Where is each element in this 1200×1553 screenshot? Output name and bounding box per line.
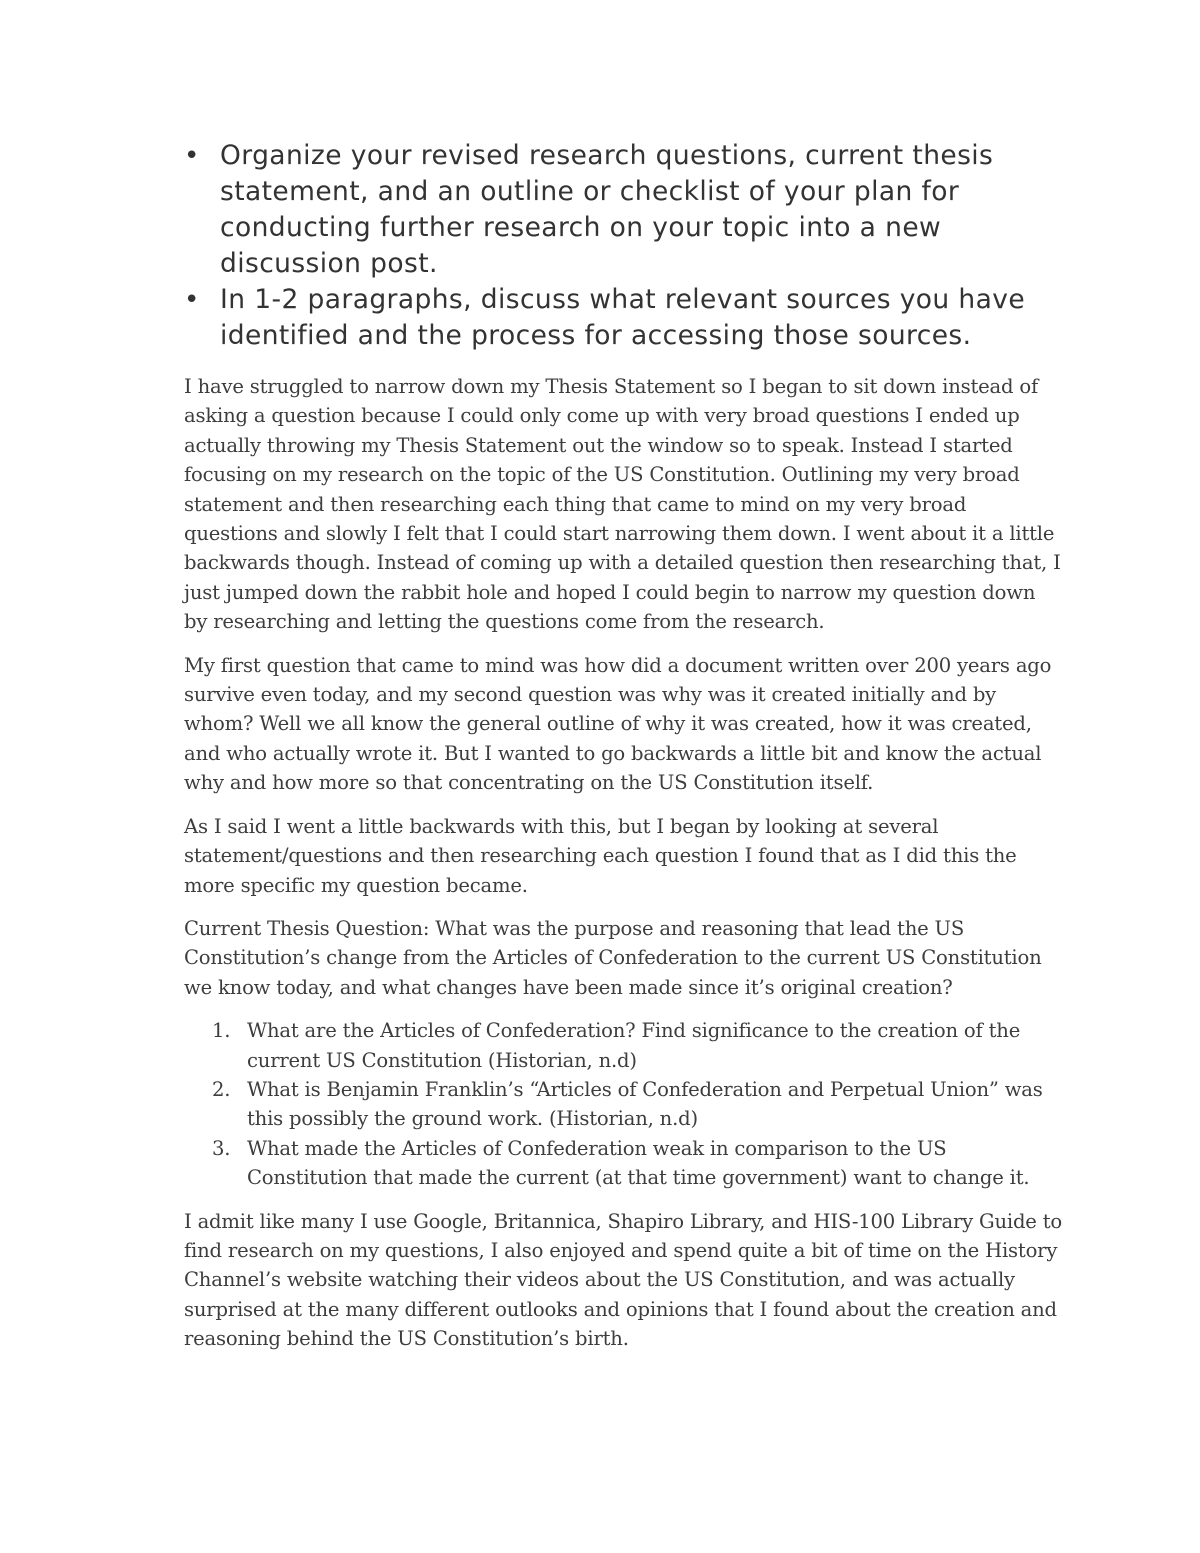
bullet-item: [184, 138, 1064, 282]
research-question-list: [184, 1016, 1064, 1192]
numbered-list-item: [184, 1134, 1064, 1193]
body-paragraph: As I said I went a little backwards with this, but I began by looking at several statement/questions and then researching each question I found that as I did this the more specific my question became.: [184, 814, 1017, 897]
list-item-text: What are the Articles of Confederation? Find significance to the creation of the current US Constitution (Historian, n.d): [247, 1019, 1021, 1072]
bullet-icon: •: [184, 141, 200, 171]
sources-paragraph: I admit like many I use Google, Britannica, Shapiro Library, and HIS-100 Library Guide to find research on my questions, I also enjoyed and spend quite a bit of time on the History Channel’s website watching their videos about the US Constitution, and was actually surprised at the many different outlooks and opinions that I found about the creation and reasoning behind the US Constitution’s birth.: [184, 1209, 1063, 1351]
bullet-item: [184, 282, 1064, 354]
assignment-bullet-list: [184, 138, 1064, 354]
list-item-text: What is Benjamin Franklin’s “Articles of Confederation and Perpetual Union” was this possibly the ground work. (Historian, n.d): [247, 1077, 1043, 1131]
numbered-list-item: [184, 1016, 1064, 1075]
body-paragraph: I have struggled to narrow down my Thesis Statement so I began to sit down instead of asking a question because I could only come up with very broad questions I ended up actually throwing my Thesis Statement out the window so to speak. Instead I started focusing on my research on the topic of the US Constitution. Outlining my very broad statement and then researching each thing that came to mind on my very broad questions and slowly I felt that I could start narrowing them down. I went about it a little backwards though. Instead of coming up with a detailed question then researching that, I just jumped down the rabbit hole and hoped I could begin to narrow my question down by researching and letting the questions come from the research.: [184, 375, 1061, 634]
list-number: 1.: [212, 1019, 231, 1043]
numbered-list-item: [184, 1075, 1064, 1134]
list-item-text: What made the Articles of Confederation weak in comparison to the US Constitution that made the current (at that time government) want to change it.: [247, 1136, 1030, 1190]
body-paragraph: My first question that came to mind was how did a document written over 200 years ago survive even today, and my second question was why was it created initially and by whom? Well we all know the general outline of why it was created, how it was created, and who actually wrote it. But I wanted to go backwards a little bit and know the actual why and how more so that concentrating on the US Constitution itself.: [184, 653, 1052, 795]
document-body: [184, 372, 1064, 1354]
bullet-text: Organize your revised research questions, current thesis statement, and an outline or checklist of your plan for conducting further research on your topic into a new discussion post.: [220, 140, 994, 279]
list-number: 3.: [212, 1136, 231, 1160]
bullet-text: In 1-2 paragraphs, discuss what relevant sources you have identified and the process for accessing those sources.: [220, 284, 1026, 351]
list-number: 2.: [212, 1077, 231, 1101]
thesis-question-paragraph: Current Thesis Question: What was the purpose and reasoning that lead the US Constitution’s change from the Articles of Confederation to the current US Constitution we know today, and what changes have been made since it’s original creation?: [184, 916, 1042, 999]
document-content: [184, 138, 1064, 1368]
bullet-icon: •: [184, 285, 200, 315]
